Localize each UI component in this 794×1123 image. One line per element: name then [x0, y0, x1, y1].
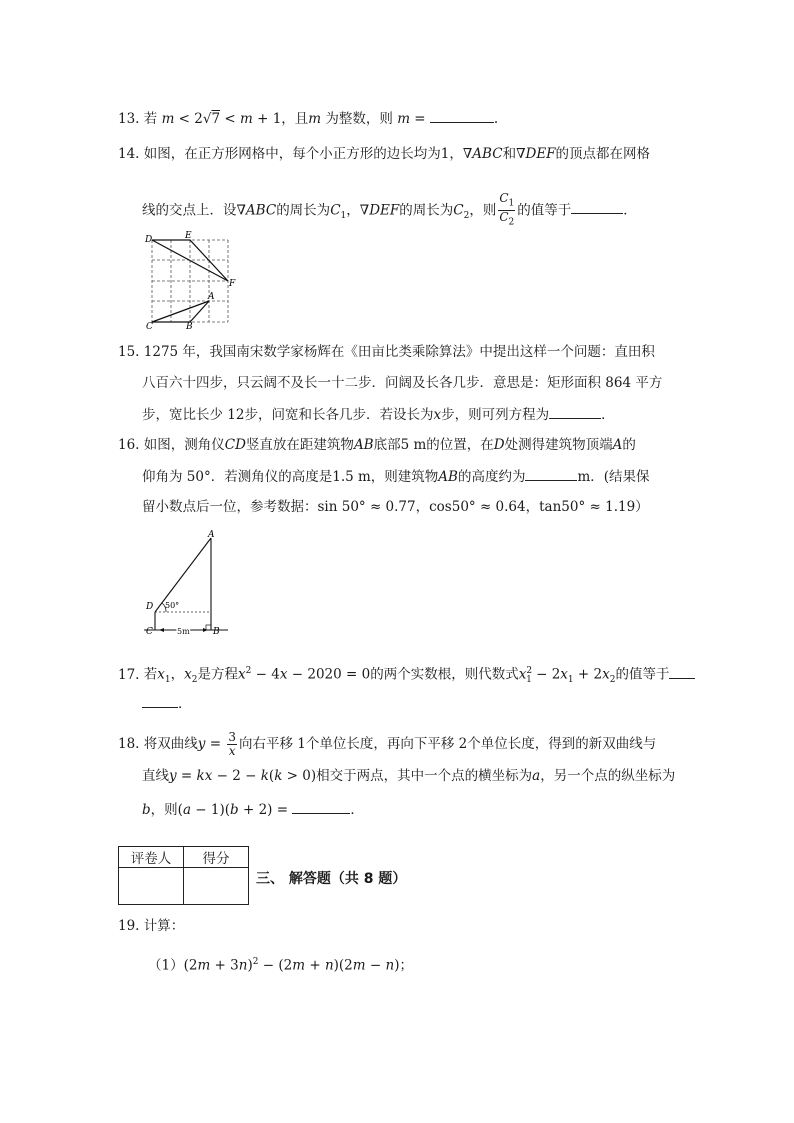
label-a: A	[208, 530, 215, 540]
angle-label: 50°	[165, 601, 180, 610]
label-e: E	[185, 231, 192, 241]
score-cell[interactable]	[184, 868, 249, 905]
answer-blank[interactable]	[525, 466, 577, 481]
answer-blank-cont[interactable]	[142, 693, 178, 708]
label-b: B	[213, 627, 220, 637]
question-18-line2: 直线y = kx − 2 − k(k > 0)相交于两点，其中一个点的横坐标为a，另一个点的纵坐标为	[142, 768, 676, 784]
question-19-part1: $(1)(2m + 3n)^2 - (2m + n)(2m - n)$；	[148, 957, 413, 974]
question-15-line3: 步，宽比长少 12步，问宽和长各几步．若设长为x步，则可列方程为 ．	[142, 404, 615, 425]
question-18-line3: b，则(a − 1)(b + 2) = ．	[142, 799, 364, 820]
score-table	[118, 846, 249, 905]
grader-header: 评卷人	[119, 847, 184, 868]
label-a: A	[208, 292, 215, 302]
question-15-line2: 八百六十四步，只云阔不及长一十二步．问阔及长各几步．意思是：矩形面积 864 平方	[142, 375, 663, 391]
distance-label: 5m	[177, 627, 190, 636]
label-d: D	[145, 235, 153, 245]
label-b: B	[186, 322, 193, 330]
question-13: 13. 若 m < 2√7 < m + 1，且m 为整数，则 m = .	[118, 108, 498, 129]
answer-blank[interactable]	[571, 199, 623, 214]
answer-blank[interactable]	[549, 404, 601, 419]
question-14-line2: 线的交点上．设∇ABC的周长为$C_1$，∇DEF的周长为$C_2$，则 $\frac{C_1}{C_2}$ 的值等于 ．	[142, 191, 637, 228]
section-title: 三、 解答题（共 8 题）	[256, 871, 407, 887]
question-16-line3: 留小数点后一位，参考数据：sin 50° ≈ 0.77，cos50° ≈ 0.64，tan50° ≈ 1.19）	[142, 499, 649, 515]
question-17-line2: ．	[142, 693, 192, 714]
question-19: 19. 计算：	[118, 918, 185, 934]
question-16-line1: 16. 如图，测角仪CD竖直放在距建筑物AB底部5 m的位置，在D处测得建筑物顶端A的	[118, 437, 636, 453]
score-header: 得分	[184, 847, 249, 868]
question-16-line2: 仰角为 50°．若测角仪的高度是1.5 m，则建筑物AB的高度约为 m．(结果保	[142, 466, 650, 487]
grader-cell[interactable]	[119, 868, 184, 905]
label-f: F	[229, 279, 236, 289]
label-c: C	[146, 322, 153, 330]
label-c: C	[146, 627, 153, 637]
question-17-line1: 17. 若$x_1$，$x_2$是方程$x^2 - 4x - 2020 = 0$的两个实数根，则代数式$x^2_1 - 2x_1 + 2x_2$的值等于	[118, 661, 695, 690]
answer-blank[interactable]	[669, 664, 695, 679]
question-18-line1: 18. 将双曲线y = $\frac{3}{x}$ 向右平移 1个单位长度，再向下平移 2个单位长度，得到的新双曲线与	[118, 730, 657, 758]
answer-blank[interactable]	[292, 799, 350, 814]
question-14-line1: 14. 如图，在正方形网格中，每个小正方形的边长均为1，∇ABC和∇DEF的顶点都在网格	[118, 146, 651, 162]
label-d: D	[146, 602, 154, 612]
building-figure	[140, 528, 240, 640]
question-15-line1: 15. 1275 年，我国南宋数学家杨辉在《田亩比类乘除算法》中提出这样一个问题：直田积	[118, 344, 655, 360]
answer-blank[interactable]	[430, 108, 494, 123]
grid-figure	[140, 230, 240, 330]
